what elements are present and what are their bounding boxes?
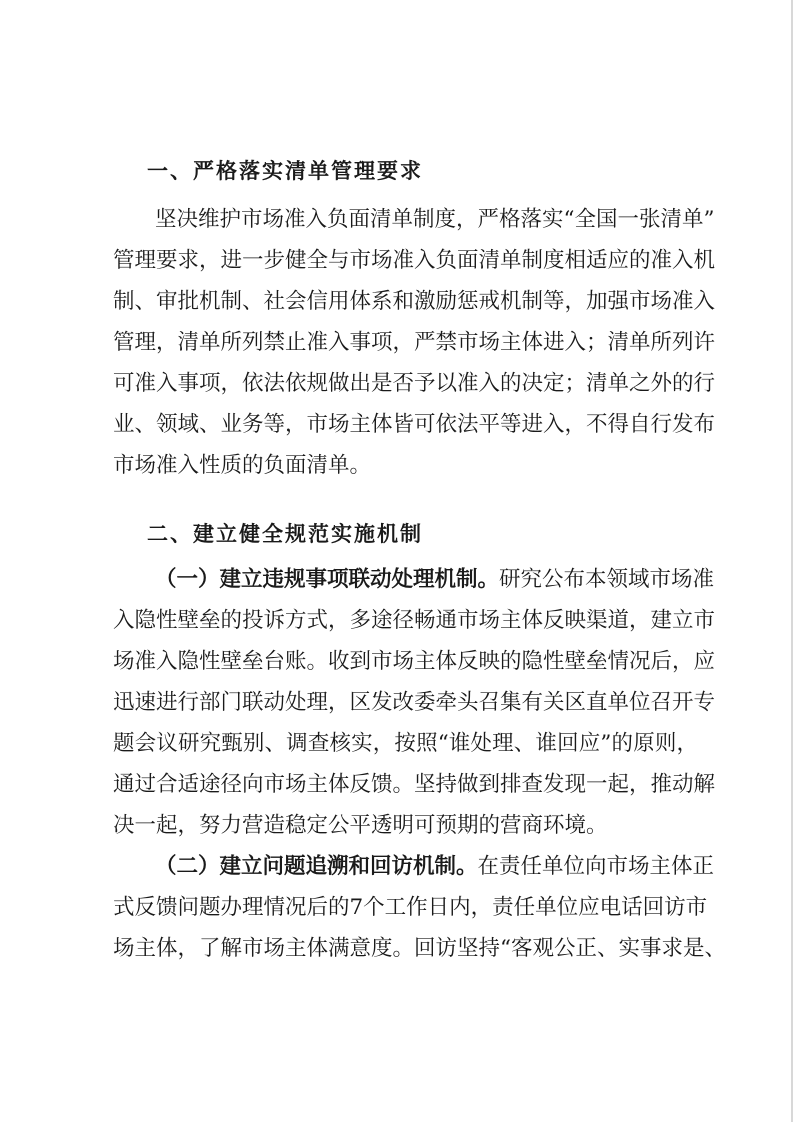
item-1-line-4: 迅速进行部门联动处理，区发改委牵头召集有关区直单位召开专 [113, 690, 716, 715]
item-1-line-7: 决一起，努力营造稳定公平透明可预期的营商环境。 [113, 813, 608, 838]
item-2-line-3: 场主体，了解市场主体满意度。回访坚持“客观公正、实事求是、 [113, 936, 726, 961]
section-1-line-3: 制、审批机制、社会信用体系和激励惩戒机制等，加强市场准入 [113, 289, 716, 314]
item-1-line-3: 场准入隐性壁垒台账。收到市场主体反映的隐性壁垒情况后，应 [113, 649, 716, 674]
item-2-first-line [155, 854, 715, 879]
section-1-line-5: 可准入事项，依法依规做出是否予以准入的决定；清单之外的行 [113, 371, 716, 396]
section-2-heading: 二、建立健全规范实施机制 [147, 521, 423, 546]
item-1-line-5: 题会议研究甄别、调查核实，按照“谁处理、谁回应”的原则， [113, 731, 698, 756]
item-1-title: （一）建立违规事项联动处理机制。 [155, 567, 500, 592]
item-2-first-line-text: 在责任单位向市场主体正 [477, 854, 715, 879]
item-1-line-2: 入隐性壁垒的投诉方式，多途径畅通市场主体反映渠道，建立市 [113, 608, 716, 633]
section-1-line-7: 市场准入性质的负面清单。 [113, 453, 372, 478]
item-1-first-line [155, 567, 715, 592]
section-1-line-6: 业、领域、业务等，市场主体皆可依法平等进入，不得自行发布 [113, 412, 716, 437]
item-2-line-2: 式反馈问题办理情况后的7个工作日内，责任单位应电话回访市 [113, 895, 708, 920]
section-1-line-1: 坚决维护市场准入负面清单制度，严格落实“全国一张清单” [155, 207, 715, 232]
item-1-line-6: 通过合适途径向市场主体反馈。坚持做到排查发现一起，推动解 [113, 772, 716, 797]
item-1-first-line-text: 研究公布本领域市场准 [499, 567, 715, 592]
section-1-line-4: 管理，清单所列禁止准入事项，严禁市场主体进入；清单所列许 [113, 330, 716, 355]
section-1-line-2: 管理要求，进一步健全与市场准入负面清单制度相适应的准入机 [113, 248, 716, 273]
section-1-heading: 一、严格落实清单管理要求 [147, 158, 423, 183]
item-2-title: （二）建立问题追溯和回访机制。 [155, 854, 478, 879]
